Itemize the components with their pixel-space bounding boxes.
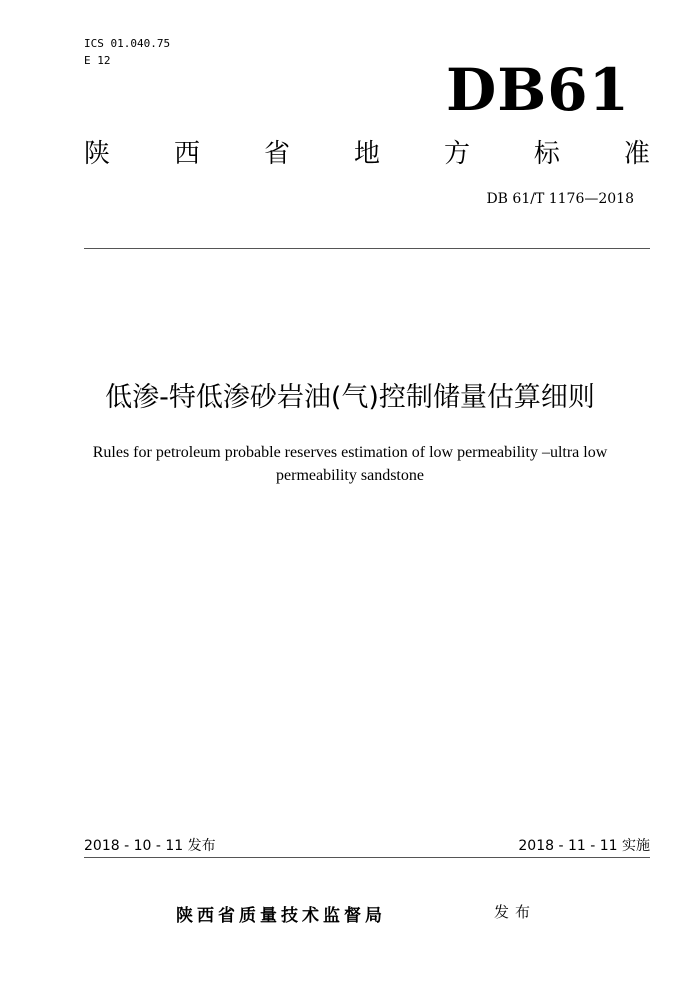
date-row: [84, 836, 650, 856]
ics-code: ICS 01.040.75: [84, 37, 171, 50]
chinese-title: 低渗-特低渗砂岩油(气)控制储量估算细则: [105, 382, 595, 413]
standard-type-char: 西: [173, 139, 200, 169]
standard-type-char: 标: [533, 139, 560, 169]
issuer-name: 陕西省质量技术监督局: [176, 906, 386, 926]
standard-type-char: 地: [353, 139, 380, 169]
ics-block: [84, 35, 170, 69]
category-code: E 12: [84, 54, 111, 67]
bottom-divider: [84, 857, 650, 858]
standard-type-char: 陕: [84, 139, 111, 169]
standard-type-char: 省: [263, 139, 290, 169]
standard-type: [84, 138, 650, 170]
db-logo: DB61: [445, 56, 630, 124]
release-date: 2018 - 10 - 11 发布: [84, 838, 216, 854]
standard-type-char: 方: [443, 139, 470, 169]
english-title: Rules for petroleum probable reserves estimation of low permeability –ultra low permeability sandstone: [92, 444, 608, 484]
top-divider: [84, 248, 650, 249]
implementation-date: 2018 - 11 - 11 实施: [518, 838, 650, 854]
publish-label: 发布: [494, 903, 537, 921]
standard-code: DB 61/T 1176—2018: [486, 191, 634, 207]
standard-type-char: 准: [623, 139, 650, 169]
